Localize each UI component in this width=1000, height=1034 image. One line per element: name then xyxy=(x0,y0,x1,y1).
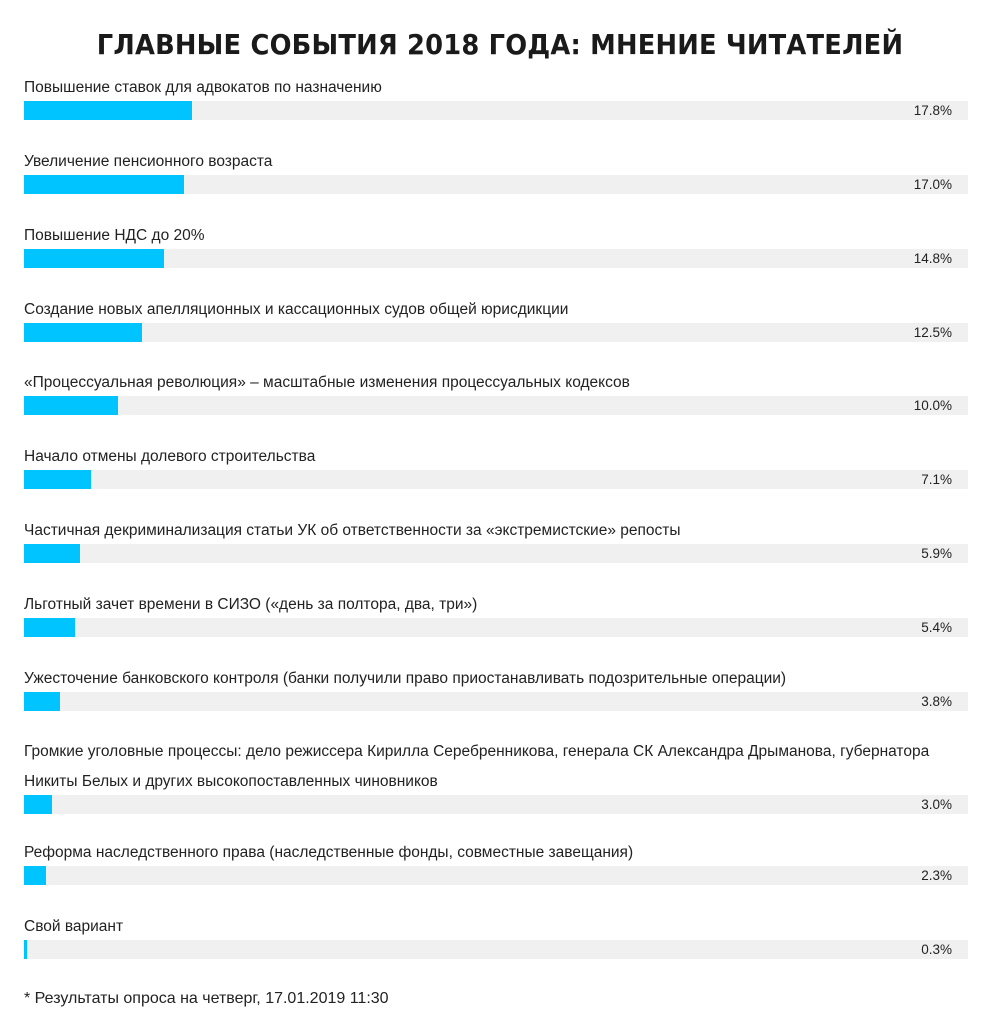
bar-track xyxy=(24,618,968,637)
bar-label: Повышение ставок для адвокатов по назначению xyxy=(24,79,382,96)
bar xyxy=(24,866,46,885)
bar-value-label: 0.3% xyxy=(921,942,952,957)
chart-title: ГЛАВНЫЕ СОБЫТИЯ 2018 ГОДА: МНЕНИЕ ЧИТАТЕЛЕЙ xyxy=(96,28,904,61)
bar-track xyxy=(24,470,968,489)
bar-label: Громкие уголовные процессы: дело режиссера Кирилла Серебренникова, генерала СК Александра Дрыманова, губернатора Никиты Белых и других высокопоставленных чиновников xyxy=(24,743,930,790)
bar-track xyxy=(24,396,968,415)
bar xyxy=(24,795,52,814)
bar-value-label: 3.8% xyxy=(921,694,952,709)
bar-value-label: 2.3% xyxy=(921,868,952,883)
bar-value-label: 17.8% xyxy=(913,103,952,118)
bar-label: Частичная декриминализация статьи УК об ответственности за «экстремистские» репосты xyxy=(24,522,681,539)
bar-track xyxy=(24,940,968,959)
bar-value-label: 10.0% xyxy=(913,398,952,413)
bar-label: Начало отмены долевого строительства xyxy=(24,448,316,465)
bar xyxy=(24,940,27,959)
bar xyxy=(24,175,184,194)
bar-value-label: 5.9% xyxy=(921,546,952,561)
bar xyxy=(24,544,80,563)
bar-track xyxy=(24,544,968,563)
bar-track xyxy=(24,866,968,885)
bar-track xyxy=(24,101,968,120)
bar-value-label: 14.8% xyxy=(913,251,952,266)
bar-value-label: 3.0% xyxy=(921,797,952,812)
bar-value-label: 17.0% xyxy=(913,177,952,192)
bar-label: Свой вариант xyxy=(24,918,124,935)
bar-track xyxy=(24,692,968,711)
bar-value-label: 5.4% xyxy=(921,620,952,635)
bar-label: Повышение НДС до 20% xyxy=(24,227,205,244)
bar xyxy=(24,323,142,342)
bar-track xyxy=(24,175,968,194)
bar xyxy=(24,470,91,489)
bar-label: Создание новых апелляционных и кассационных судов общей юрисдикции xyxy=(24,301,569,318)
bar xyxy=(24,618,75,637)
bar-value-label: 12.5% xyxy=(913,325,952,340)
bar xyxy=(24,396,118,415)
bar xyxy=(24,692,60,711)
bar xyxy=(24,249,164,268)
bar-label: Льготный зачет времени в СИЗО («день за полтора, два, три») xyxy=(24,596,478,613)
bar-label: Реформа наследственного права (наследственные фонды, совместные завещания) xyxy=(24,844,634,861)
bar xyxy=(24,101,192,120)
bar-label: Увеличение пенсионного возраста xyxy=(24,153,273,170)
bar-track xyxy=(24,249,968,268)
bar-value-label: 7.1% xyxy=(921,472,952,487)
bar-label: Ужесточение банковского контроля (банки получили право приостанавливать подозрительные операции) xyxy=(24,670,787,687)
survey-footnote: * Результаты опроса на четверг, 17.01.2019 11:30 xyxy=(24,990,389,1007)
bar-track xyxy=(24,795,968,814)
bar-label: «Процессуальная революция» – масштабные изменения процессуальных кодексов xyxy=(24,374,630,391)
bar-track xyxy=(24,323,968,342)
